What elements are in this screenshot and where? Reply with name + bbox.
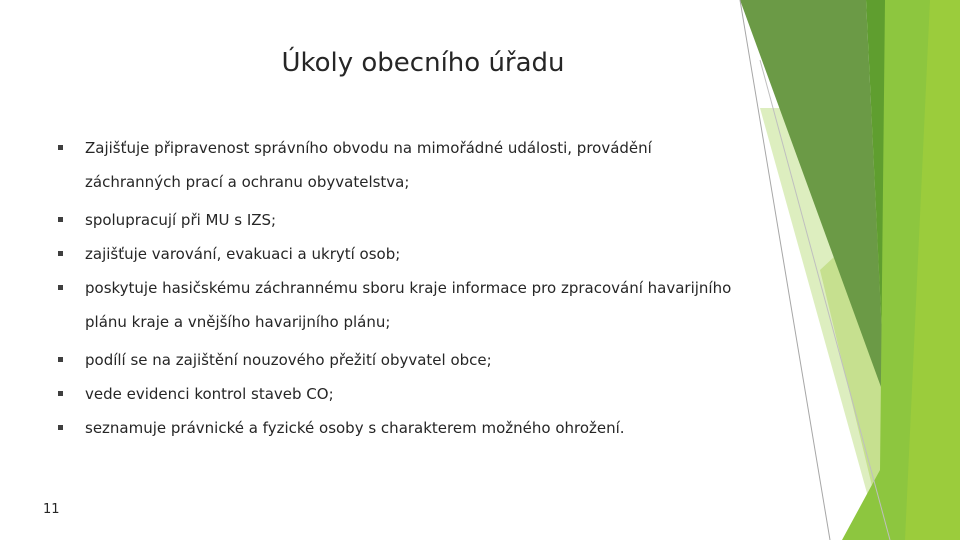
list-item	[58, 203, 738, 237]
list-item	[58, 271, 738, 339]
bullet-text: podílí se na zajištění nouzového přežití obyvatel obce;	[85, 351, 492, 369]
slide-number: 11	[43, 502, 60, 517]
list-item	[58, 237, 738, 271]
list-item	[58, 411, 738, 445]
bullet-text: Zajišťuje připravenost správního obvodu na mimořádné události, provádění záchranných prací a ochranu obyvatelstva;	[85, 139, 652, 191]
bullet-text: zajišťuje varování, evakuaci a ukrytí osob;	[85, 245, 401, 263]
bullet-text: seznamuje právnické a fyzické osoby s charakterem možného ohrožení.	[85, 419, 625, 437]
square-bullet-icon	[58, 425, 63, 430]
square-bullet-icon	[58, 251, 63, 256]
bullet-text: spolupracují při MU s IZS;	[85, 211, 277, 229]
list-item	[58, 131, 738, 199]
slide-title: Úkoly obecního úřadu	[281, 48, 565, 78]
square-bullet-icon	[58, 357, 63, 362]
bullet-text: vede evidenci kontrol staveb CO;	[85, 385, 334, 403]
square-bullet-icon	[58, 145, 63, 150]
list-item	[58, 343, 738, 377]
list-item	[58, 377, 738, 411]
bullet-list	[58, 131, 738, 445]
bullet-text: poskytuje hasičskému záchrannému sboru kraje informace pro zpracování havarijního plánu kraje a vnějšího havarijního plánu;	[85, 279, 732, 331]
square-bullet-icon	[58, 391, 63, 396]
square-bullet-icon	[58, 285, 63, 290]
square-bullet-icon	[58, 217, 63, 222]
